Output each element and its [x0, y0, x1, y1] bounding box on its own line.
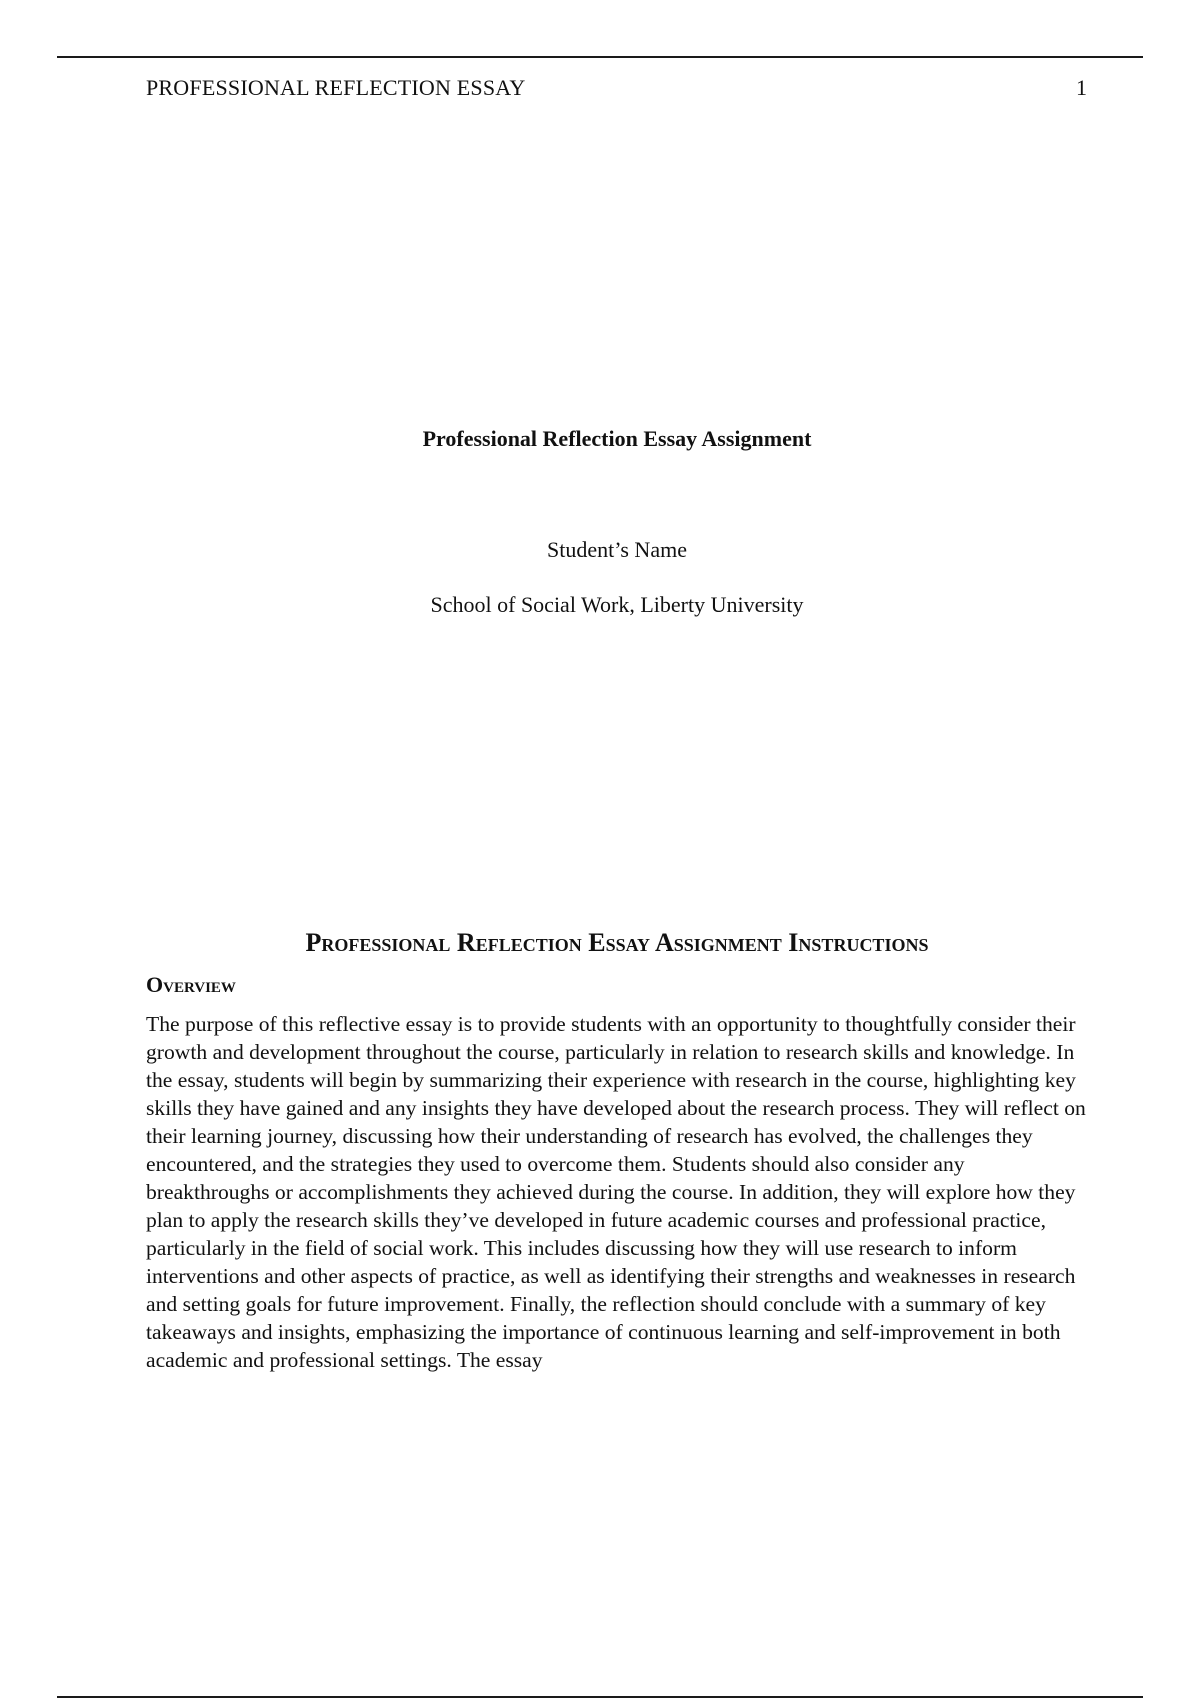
bottom-rule [57, 1696, 1143, 1698]
running-head: PROFESSIONAL REFLECTION ESSAY [146, 75, 526, 100]
affiliation: School of Social Work, Liberty University [430, 592, 804, 617]
page-number: 1 [1076, 75, 1087, 100]
title-page-title: Professional Reflection Essay Assignment [422, 426, 812, 451]
overview-paragraph: The purpose of this reflective essay is to provide students with an opportunity to thoughtfully consider their growth and development throughout the course, particularly in relation to research skills and knowledge. In the essay, students will begin by summarizing their experience with research in the course, highlighting key skills they have gained and any insights they have developed about the research process. They will reflect on their learning journey, discussing how their understanding of research has evolved, the challenges they encountered, and the strategies they used to overcome them. Students should also consider any breakthroughs or accomplishments they achieved during the course. In addition, they will explore how they plan to apply the research skills they’ve developed in future academic courses and professional practice, particularly in the field of social work. This includes discussing how they will use research to inform interventions and other aspects of practice, as well as identifying their strengths and weaknesses in research and setting goals for future improvement. Finally, the reflection should conclude with a summary of key takeaways and insights, emphasizing the importance of continuous learning and self-improvement in both academic and professional settings. The essay [146, 1012, 1086, 1372]
instructions-heading: Professional Reflection Essay Assignment Instructions [305, 928, 929, 957]
student-name: Student’s Name [547, 537, 687, 562]
top-rule [57, 56, 1143, 58]
overview-heading: Overview [146, 972, 236, 997]
